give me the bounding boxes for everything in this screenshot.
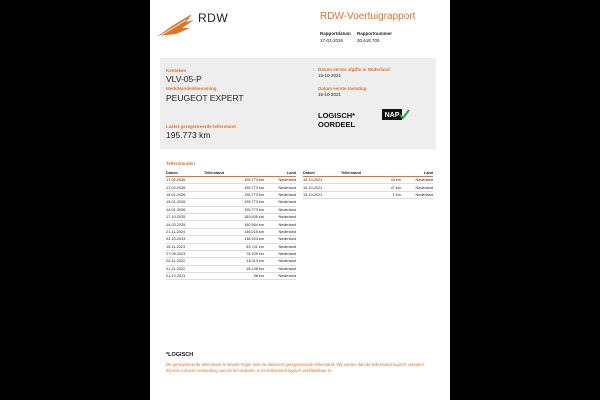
oordeel-value: LOGISCH*	[318, 111, 356, 120]
table-row	[166, 236, 296, 243]
report-page	[150, 0, 450, 400]
merk-value: PEUGEOT EXPERT	[166, 93, 244, 103]
rapportdatum-value: 17-02-2026	[320, 38, 344, 43]
cell-tellerstand: 195.773 km	[204, 184, 264, 191]
eerste-toel-value: 15-10-2021	[318, 92, 342, 97]
cell-tellerstand: 195.773 km	[204, 191, 264, 198]
rapportnummer-label: Rapportnummer	[357, 31, 393, 36]
brand-name: RDW	[198, 11, 229, 25]
table-row	[166, 243, 296, 250]
footer-title: *LOGISCH	[166, 352, 194, 358]
rapportdatum	[320, 31, 351, 43]
cell-tellerstand: 1 km	[341, 191, 401, 198]
table-row	[166, 199, 296, 206]
cell-datum: 17-02-2026	[166, 177, 204, 184]
cell-datum: 17-02-2026	[166, 184, 204, 191]
table-row	[166, 273, 296, 280]
cell-land: Nederland	[401, 184, 433, 191]
kenteken-value: VLV-05-P	[166, 74, 202, 84]
col-datum: Datum	[166, 170, 204, 177]
table-row	[166, 221, 296, 228]
cell-tellerstand: 195.773 km	[204, 199, 264, 206]
cell-datum: 19-10-2021	[303, 184, 341, 191]
merk-label: Merk/Handelsbenaming	[166, 86, 217, 91]
cell-datum: 21-11-2024	[166, 228, 204, 235]
table-row	[166, 213, 296, 220]
nap-logo-icon	[382, 109, 410, 120]
cell-land: Nederland	[264, 199, 296, 206]
report-title: RDW-Voertuigrapport	[320, 11, 416, 22]
kenteken-label: Kenteken	[166, 68, 187, 73]
cell-datum: 01-11-2022	[166, 265, 204, 272]
table-row	[303, 184, 433, 191]
cell-tellerstand: 83.741 km	[204, 243, 264, 250]
rdw-logo-icon	[156, 12, 196, 38]
cell-land: Nederland	[264, 191, 296, 198]
cell-datum: 24-11-2022	[166, 258, 204, 265]
table-row	[303, 191, 433, 198]
col-tellerstand: Tellerstand	[341, 170, 401, 177]
cell-datum: 15-11-2023	[166, 243, 204, 250]
table-row	[166, 177, 296, 184]
cell-land: Nederland	[264, 206, 296, 213]
cell-land: Nederland	[264, 258, 296, 265]
cell-land: Nederland	[264, 184, 296, 191]
cell-land: Nederland	[264, 250, 296, 257]
cell-tellerstand: 146.015 km	[204, 228, 264, 235]
cell-tellerstand: 47 km	[341, 184, 401, 191]
cell-land: Nederland	[264, 236, 296, 243]
cell-land: Nederland	[264, 221, 296, 228]
cell-tellerstand: 189.635 km	[204, 213, 264, 220]
oordeel-block	[318, 111, 355, 129]
eerste-nl-value: 15-10-2021	[318, 73, 342, 78]
eerste-nl-label: Datum eerste afgifte in Nederland	[318, 67, 390, 72]
oordeel-label: OORDEEL	[318, 120, 356, 129]
cell-tellerstand: 195.773 km	[204, 177, 264, 184]
tellerstanden-title: Tellerstanden	[166, 161, 195, 166]
cell-tellerstand: 58 km	[204, 273, 264, 280]
cell-datum: 19-01-2026	[166, 199, 204, 206]
cell-tellerstand: 138.924 km	[204, 236, 264, 243]
tellerstanden-table-right	[303, 170, 433, 199]
cell-land: Nederland	[264, 265, 296, 272]
cell-tellerstand: 18.138 km	[204, 265, 264, 272]
teller-value: 195.773 km	[166, 130, 211, 140]
cell-datum: 14-03-2025	[166, 221, 204, 228]
table-row	[166, 206, 296, 213]
cell-datum: 27-09-2023	[166, 250, 204, 257]
cell-datum: 19-10-2021	[303, 177, 341, 184]
cell-land: Nederland	[264, 228, 296, 235]
cell-datum: 19-01-2026	[166, 191, 204, 198]
cell-tellerstand: 160.564 km	[204, 221, 264, 228]
cell-datum: 14-01-2026	[166, 206, 204, 213]
table-row	[166, 265, 296, 272]
col-tellerstand: Tellerstand	[204, 170, 264, 177]
table-row	[166, 250, 296, 257]
cell-land: Nederland	[401, 191, 433, 198]
vehicle-panel	[160, 58, 436, 149]
eerste-toel-label: Datum eerste toelating	[318, 86, 367, 91]
nap-text: NAP	[384, 112, 400, 119]
cell-tellerstand: 44 km	[341, 177, 401, 184]
rapportdatum-label: Rapportdatum	[320, 31, 351, 36]
table-row	[166, 184, 296, 191]
table-row	[303, 177, 433, 184]
teller-label: Laatst geregistreerde tellerstand	[166, 124, 236, 129]
cell-datum: 15-10-2021	[303, 191, 341, 198]
col-datum: Datum	[303, 170, 341, 177]
tellerstanden-table-left	[166, 170, 296, 280]
rapportnummer	[357, 31, 392, 43]
col-land: Land	[264, 170, 296, 177]
table-row	[166, 258, 296, 265]
cell-land: Nederland	[401, 177, 433, 184]
cell-land: Nederland	[264, 243, 296, 250]
cell-land: Nederland	[264, 177, 296, 184]
rapportnummer-value: 30.618.705	[357, 38, 380, 43]
cell-datum: 21-10-2021	[166, 273, 204, 280]
cell-tellerstand: 18.113 km	[204, 258, 264, 265]
col-land: Land	[401, 170, 433, 177]
footer-text: De geregistreerde tellerstand is steeds hoger dan de daarvoor geregistreerde tellerstand. Wij vinden dan de tellerstand logisch verlopen. Bij een correcte verwerking van de km-standen is de tellerstand logisch verklaarbaar in.	[166, 362, 426, 373]
cell-tellerstand: 78.109 km	[204, 250, 264, 257]
cell-land: Nederland	[264, 273, 296, 280]
table-row	[166, 191, 296, 198]
cell-tellerstand: 195.773 km	[204, 206, 264, 213]
table-row	[166, 228, 296, 235]
cell-land: Nederland	[264, 213, 296, 220]
cell-datum: 17-10-2025	[166, 213, 204, 220]
cell-datum: 03-10-2024	[166, 236, 204, 243]
